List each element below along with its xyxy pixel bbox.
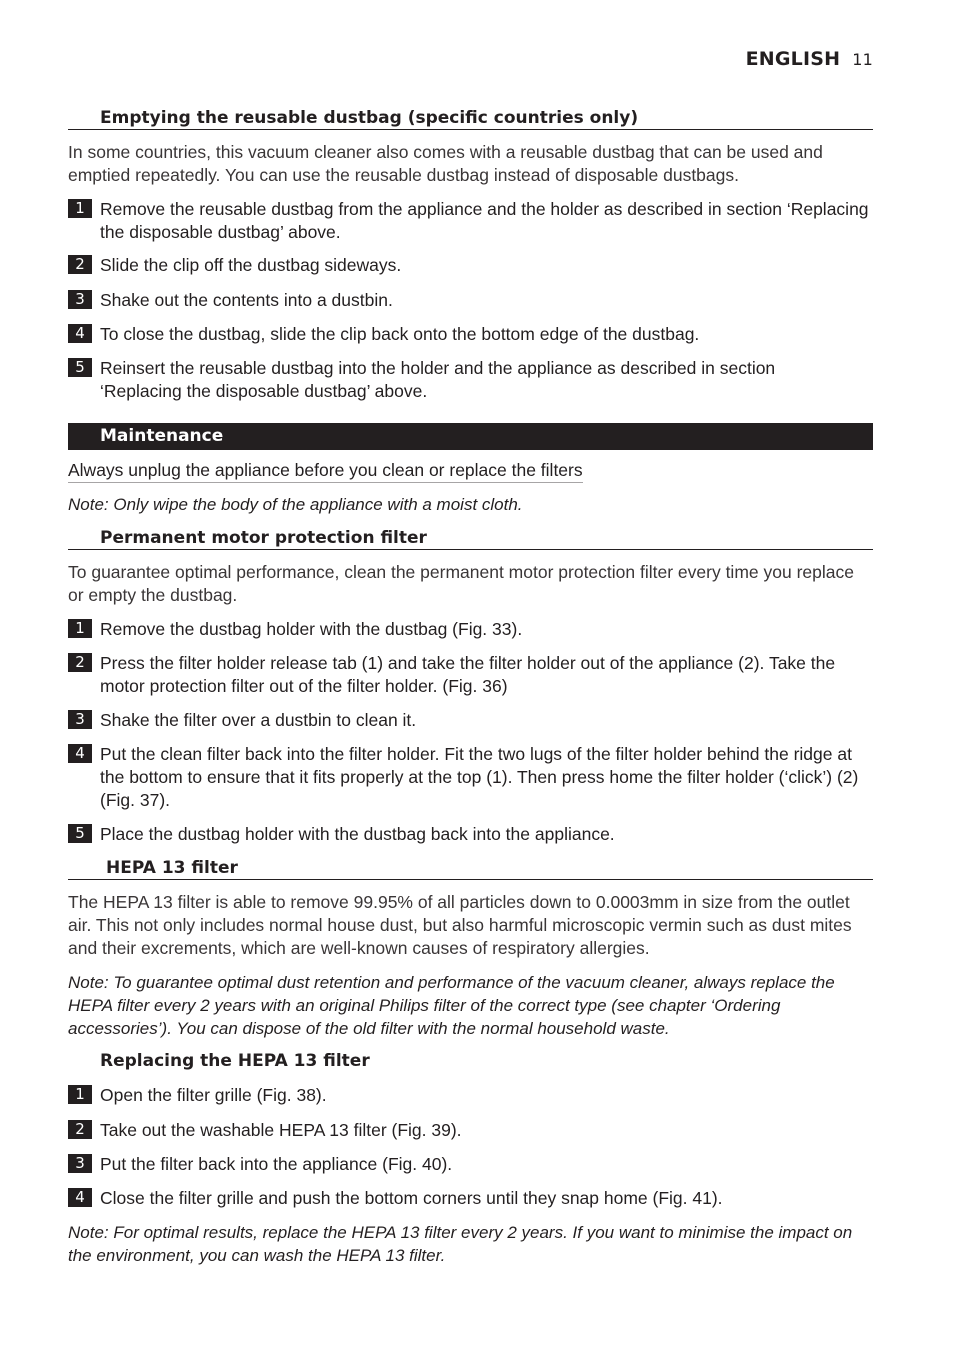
step-text: Slide the clip off the dustbag sideways. <box>100 255 402 275</box>
step-number: 2 <box>68 1120 92 1139</box>
step-number: 2 <box>68 653 92 672</box>
step-text: Place the dustbag holder with the dustbag back into the appliance. <box>100 824 615 844</box>
replacing-hepa-note: Note: For optimal results, replace the HEPA 13 filter every 2 years. If you want to minimise the impact on the environment, you can wash the HEPA 13 filter. <box>68 1223 853 1265</box>
maintenance-note: Note: Only wipe the body of the appliance with a moist cloth. <box>68 495 523 514</box>
emptying-step <box>68 323 873 346</box>
replacing-hepa-step <box>68 1153 873 1176</box>
replacing-hepa-heading: Replacing the HEPA 13 filter <box>100 1051 370 1071</box>
step-number: 1 <box>68 1085 92 1104</box>
step-text: Reinsert the reusable dustbag into the holder and the appliance as described in section ‘Replacing the disposable dustbag’ above. <box>100 358 776 401</box>
step-number: 5 <box>68 824 92 843</box>
step-number: 2 <box>68 255 92 274</box>
step-number: 4 <box>68 1188 92 1207</box>
step-text: Open the filter grille (Fig. 38). <box>100 1085 327 1105</box>
motor-filter-heading: Permanent motor protection filter <box>68 527 873 550</box>
emptying-step <box>68 289 873 312</box>
emptying-intro: In some countries, this vacuum cleaner also comes with a reusable dustbag that can be used and emptied repeatedly. You can use the reusable dustbag instead of disposable dustbags. <box>68 142 823 185</box>
step-text: Remove the dustbag holder with the dustbag (Fig. 33). <box>100 619 523 639</box>
hepa-heading: HEPA 13 filter <box>68 857 873 880</box>
motor-filter-step <box>68 652 873 698</box>
page-header <box>746 48 873 70</box>
replacing-hepa-step <box>68 1119 873 1142</box>
step-text: Take out the washable HEPA 13 filter (Fig. 39). <box>100 1120 462 1140</box>
hepa-note: Note: To guarantee optimal dust retention and performance of the vacuum cleaner, always replace the HEPA filter every 2 years with an original Philips filter of the correct type (see chapter ‘Ordering accessories’). You can dispose of the old filter with the normal household waste. <box>68 973 835 1038</box>
replacing-hepa-step <box>68 1084 873 1107</box>
step-number: 4 <box>68 324 92 343</box>
step-number: 3 <box>68 290 92 309</box>
emptying-step <box>68 198 873 244</box>
step-text: Shake the filter over a dustbin to clean it. <box>100 710 417 730</box>
step-text: Put the clean filter back into the filter holder. Fit the two lugs of the filter holder behind the ridge at the bottom to ensure that it fits properly at the top (1). Then press home the filter holder (‘click’) (2) (Fig. 37). <box>100 744 859 810</box>
motor-filter-step <box>68 618 873 641</box>
emptying-step <box>68 254 873 277</box>
step-text: Press the filter holder release tab (1) and take the filter holder out of the appliance (2). Take the motor protection filter out of the filter holder. (Fig. 36) <box>100 653 836 696</box>
maintenance-warning: Always unplug the appliance before you clean or replace the filters <box>68 459 583 483</box>
step-text: Put the filter back into the appliance (Fig. 40). <box>100 1154 453 1174</box>
emptying-step <box>68 357 873 403</box>
step-text: To close the dustbag, slide the clip back onto the bottom edge of the dustbag. <box>100 324 700 344</box>
hepa-intro: The HEPA 13 filter is able to remove 99.95% of all particles down to 0.0003mm in size from the outlet air. This not only includes normal house dust, but also harmful microscopic vermin such as dust mites and their excrements, which are well-known causes of respiratory allergies. <box>68 892 852 958</box>
replacing-hepa-step <box>68 1187 873 1210</box>
step-text: Remove the reusable dustbag from the appliance and the holder as described in section ‘Replacing the disposable dustbag’ above. <box>100 199 869 242</box>
step-number: 3 <box>68 710 92 729</box>
step-number: 1 <box>68 619 92 638</box>
step-text: Shake out the contents into a dustbin. <box>100 290 393 310</box>
step-number: 4 <box>68 744 92 763</box>
motor-filter-step <box>68 709 873 732</box>
maintenance-heading: Maintenance <box>68 423 873 450</box>
step-text: Close the filter grille and push the bottom corners until they snap home (Fig. 41). <box>100 1188 723 1208</box>
step-number: 5 <box>68 358 92 377</box>
motor-filter-intro: To guarantee optimal performance, clean the permanent motor protection filter every time you replace or empty the dustbag. <box>68 562 854 605</box>
motor-filter-step <box>68 823 873 846</box>
motor-filter-step <box>68 743 873 812</box>
step-number: 3 <box>68 1154 92 1173</box>
language-label: ENGLISH <box>745 48 841 70</box>
step-number: 1 <box>68 199 92 218</box>
page-number: 11 <box>852 50 873 69</box>
emptying-heading: Emptying the reusable dustbag (specific countries only) <box>68 107 873 130</box>
